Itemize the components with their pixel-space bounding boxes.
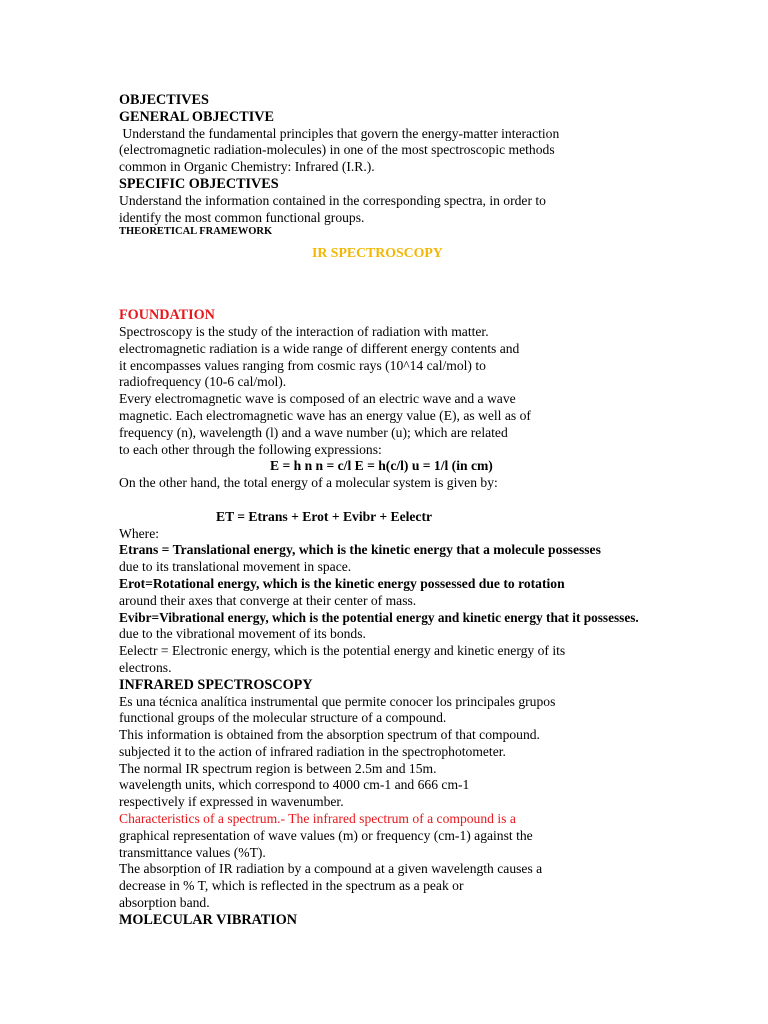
ir-spectroscopy-title: IR SPECTROSCOPY — [312, 245, 443, 261]
equation-total-energy: ET = Etrans + Erot + Evibr + Eelectr — [216, 508, 433, 524]
foundation-line: Spectroscopy is the study of the interaction of radiation with matter. — [119, 323, 489, 339]
foundation-line: Every electromagnetic wave is composed of an electric wave and a wave — [119, 391, 516, 407]
etrans-definition: Etrans = Translational energy, which is the kinetic energy that a molecule possesses — [119, 542, 601, 558]
infrared-line: wavelength units, which correspond to 4000 cm-1 and 666 cm-1 — [119, 777, 470, 793]
foundation-line: electromagnetic radiation is a wide range of different energy contents and — [119, 340, 520, 356]
foundation-line: magnetic. Each electromagnetic wave has an energy value (E), as well as of — [119, 407, 531, 423]
foundation-line: to each other through the following expressions: — [119, 441, 382, 457]
characteristics-text: decrease in % T, which is reflected in the spectrum as a peak or — [119, 878, 464, 894]
erot-definition: Erot=Rotational energy, which is the kinetic energy possessed due to rotation — [119, 575, 565, 591]
general-objective-line: (electromagnetic radiation-molecules) in one of the most spectroscopic methods — [119, 142, 555, 158]
objectives-heading: OBJECTIVES — [119, 92, 209, 108]
foundation-line: it encompasses values ranging from cosmic rays (10^14 cal/mol) to — [119, 357, 486, 373]
characteristics-text: transmittance values (%T). — [119, 844, 266, 860]
foundation-line: radiofrequency (10-6 cal/mol). — [119, 374, 287, 390]
specific-objectives-heading: SPECIFIC OBJECTIVES — [119, 175, 279, 192]
evibr-definition: Evibr=Vibrational energy, which is the potential energy and kinetic energy that it possesses. — [119, 609, 639, 625]
theoretical-framework-heading: THEORETICAL FRAMEWORK — [119, 226, 273, 238]
document-body — [119, 92, 719, 929]
molecular-vibration-heading: MOLECULAR VIBRATION — [119, 911, 298, 928]
infrared-line: Es una técnica analítica instrumental que permite conocer los principales grupos — [119, 693, 556, 709]
where-label: Where: — [119, 525, 159, 541]
evibr-continuation: due to the vibrational movement of its bonds. — [119, 626, 366, 642]
infrared-spectroscopy-heading: INFRARED SPECTROSCOPY — [119, 676, 313, 693]
infrared-line: This information is obtained from the absorption spectrum of that compound. — [119, 727, 540, 743]
equation-wave: E = h n n = c/l E = h(c/l) u = 1/l (in cm) — [270, 458, 493, 474]
infrared-line: respectively if expressed in wavenumber. — [119, 794, 344, 810]
total-energy-line: On the other hand, the total energy of a molecular system is given by: — [119, 475, 498, 491]
general-objective-line: Understand the fundamental principles that govern the energy-matter interaction — [119, 125, 560, 141]
erot-continuation: around their axes that converge at their center of mass. — [119, 592, 417, 608]
general-objective-heading: GENERAL OBJECTIVE — [119, 108, 274, 125]
characteristics-text: absorption band. — [119, 895, 210, 911]
general-objective-line: common in Organic Chemistry: Infrared (I.R.). — [119, 159, 375, 175]
specific-objective-line: identify the most common functional groups. — [119, 209, 365, 225]
infrared-line: subjected it to the action of infrared radiation in the spectrophotometer. — [119, 743, 506, 759]
characteristics-text: The absorption of IR radiation by a compound at a given wavelength causes a — [119, 861, 543, 877]
eelectr-line: electrons. — [119, 659, 172, 675]
eelectr-line: Eelectr = Electronic energy, which is the potential energy and kinetic energy of its — [119, 643, 566, 659]
infrared-line: functional groups of the molecular structure of a compound. — [119, 710, 447, 726]
etrans-continuation: due to its translational movement in space. — [119, 559, 352, 575]
foundation-line: frequency (n), wavelength (l) and a wave number (u); which are related — [119, 424, 508, 440]
characteristics-text: graphical representation of wave values (m) or frequency (cm-1) against the — [119, 827, 533, 843]
specific-objective-line: Understand the information contained in the corresponding spectra, in order to — [119, 192, 546, 208]
infrared-line: The normal IR spectrum region is between 2.5m and 15m. — [119, 760, 437, 776]
characteristics-line: Characteristics of a spectrum.- The infrared spectrum of a compound is a — [119, 811, 516, 827]
foundation-heading: FOUNDATION — [119, 307, 215, 324]
